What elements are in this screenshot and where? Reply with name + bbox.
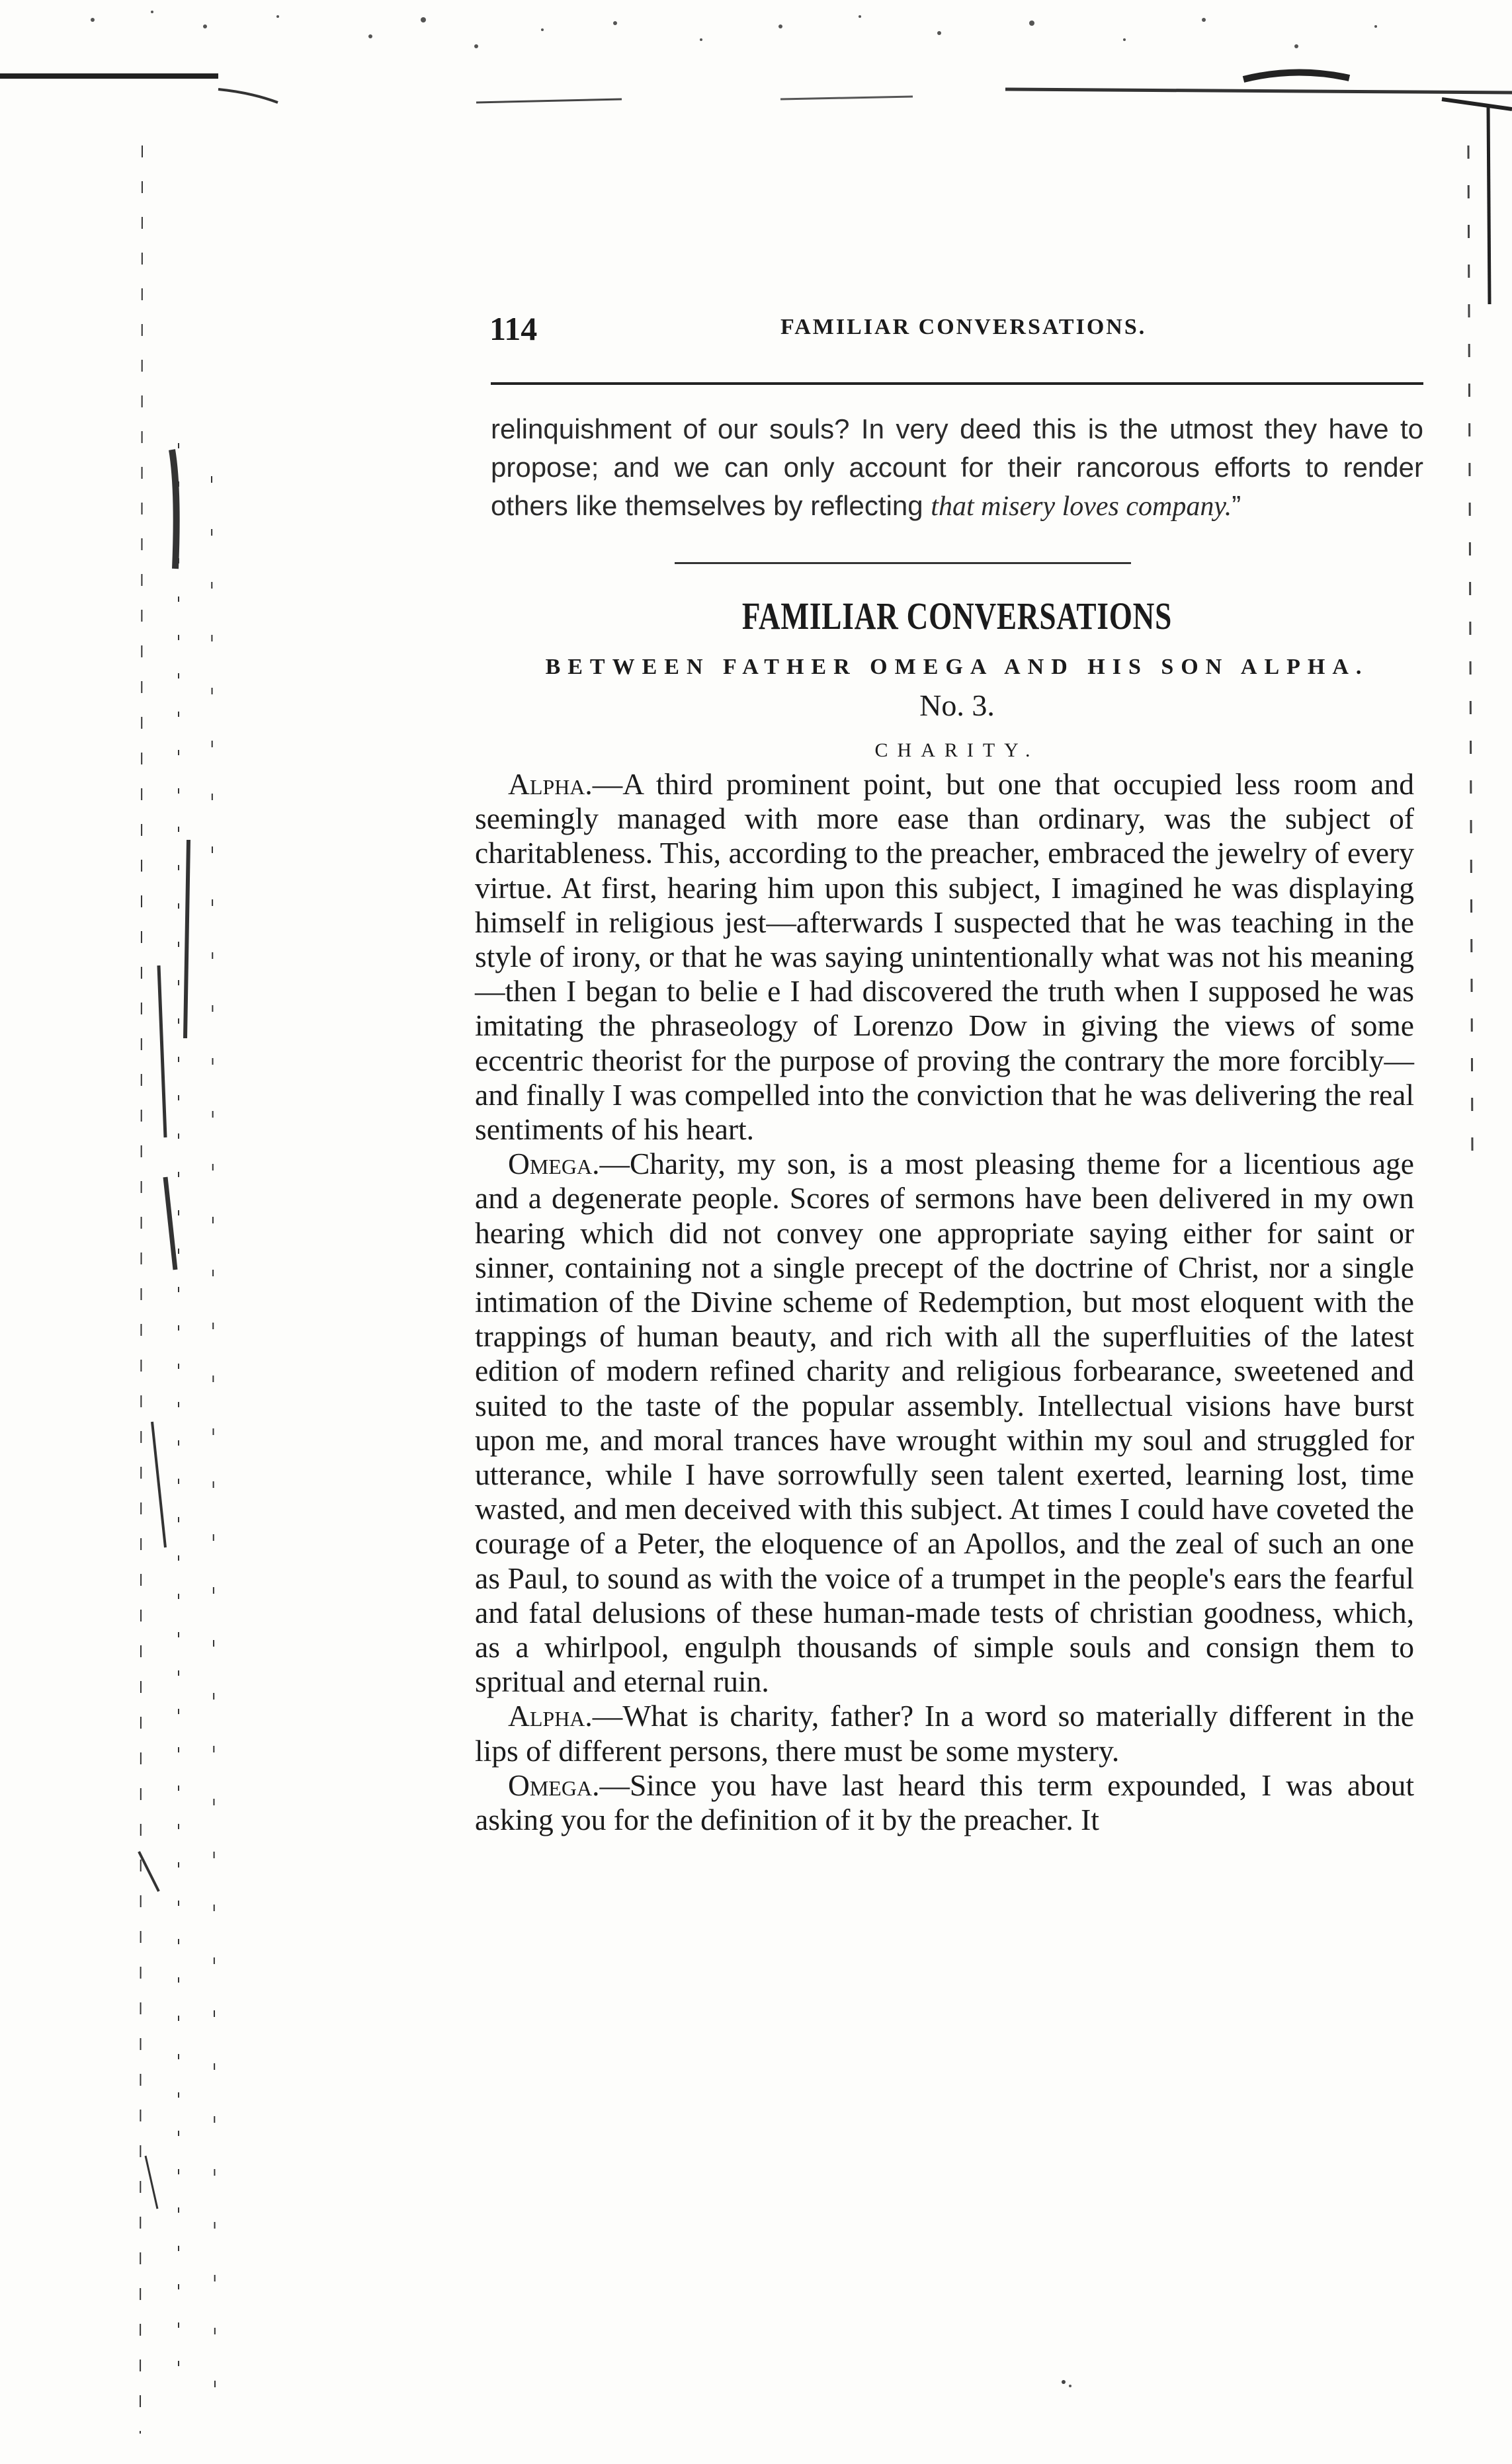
- passage-line-1: relinquishment of our souls? In very deed this is the utmost they have: [491, 413, 1389, 444]
- dialogue-text: —A third prominent point, but one that occupied less room and seemingly managed with more ease than ordinary, was the subject of charitableness. This, according to the preacher, embraced the jewelry of every virtue. At first, hearing him upon this subject, I imagined he was displaying himself in religious jest—afterwards I suspected that he was teaching in the style of irony, or that he was saying unintentionally what was not his meaning—then I began to belie e I had discovered the truth when I supposed he was imitating the phraseology of Lorenzo Dow in giving the views of some eccentric theorist for the purpose of proving the contrary the more forcibly—and finally I was compelled into the conviction that he was delivering the real sentiments of his heart.: [475, 767, 1414, 1147]
- speaker-name: Omega.: [508, 1147, 600, 1181]
- dialogue-paragraph: [475, 767, 1414, 1147]
- passage-line-3: others like themselves by reflecting: [491, 490, 923, 521]
- passage-italic-quote: that misery loves company.: [931, 491, 1232, 522]
- section-divider: [675, 562, 1131, 564]
- dialogue-text: —Charity, my son, is a most pleasing theme for a licentious age and a degenerate people. Scores of sermons have been delivered in my own hearing which did not convey one appropriate saying either for saint or sinner, containing not a single precept of the doctrine of Christ, nor a single intimation of the Divine scheme of Redemption, but most eloquent with the trappings of human beauty, and rich with all the superfluities of the latest edition of modern refined charity and religious forbearance, sweetened and suited to the taste of the popular assembly. Intellectual visions have burst upon me, and moral trances have wrought within my soul and struggled for utterance, while I have sorrowfully seen talent exerted, learning lost, time wasted, and men deceived with this subject. At times I could have coveted the courage of a Peter, the eloquence of an Apollos, and the zeal of such an one as Paul, to sound as with the voice of a trumpet in the people's ears the fearful and fatal delusions of these human-made tests of christian goodness, which, as a whirlpool, engulph thousands of simple souls and consign them to spritual and eternal ruin.: [475, 1147, 1414, 1699]
- speaker-name: Alpha.: [508, 767, 593, 801]
- passage-text: [491, 410, 1423, 526]
- dialogue-paragraph: [475, 1147, 1414, 1699]
- header-rule: [491, 382, 1423, 385]
- speaker-name: Alpha.: [508, 1699, 593, 1733]
- scan-speck-bottom: [1057, 2374, 1077, 2394]
- article-subtitle: BETWEEN FATHER OMEGA AND HIS SON ALPHA.: [545, 655, 1369, 679]
- article-title: FAMILIAR CONVERSATIONS: [741, 595, 1173, 637]
- page-number: 114: [489, 310, 538, 347]
- dialogue-paragraph: [475, 1768, 1414, 1837]
- speaker-name: Omega.: [508, 1768, 600, 1802]
- preceding-passage: [491, 410, 1423, 526]
- article-number: No. 3.: [919, 688, 995, 722]
- passage-close-quote: ”: [1232, 490, 1241, 521]
- dialogue-paragraph: [475, 1699, 1414, 1768]
- dialogue-text: —What is charity, father? In a word so materially different in the lips of different persons, there must be some mystery.: [475, 1699, 1414, 1768]
- running-head: [489, 309, 1429, 356]
- running-title: FAMILIAR CONVERSATIONS.: [780, 315, 1147, 339]
- section-heading: CHARITY.: [874, 739, 1040, 761]
- passage-line-2: to propose; and we can only account for their rancorous efforts to render: [491, 413, 1423, 483]
- dialogue-body: [475, 767, 1414, 1837]
- dialogue-text: —Since you have last heard this term expounded, I was about asking you for the definition of it by the preacher. It: [475, 1768, 1414, 1837]
